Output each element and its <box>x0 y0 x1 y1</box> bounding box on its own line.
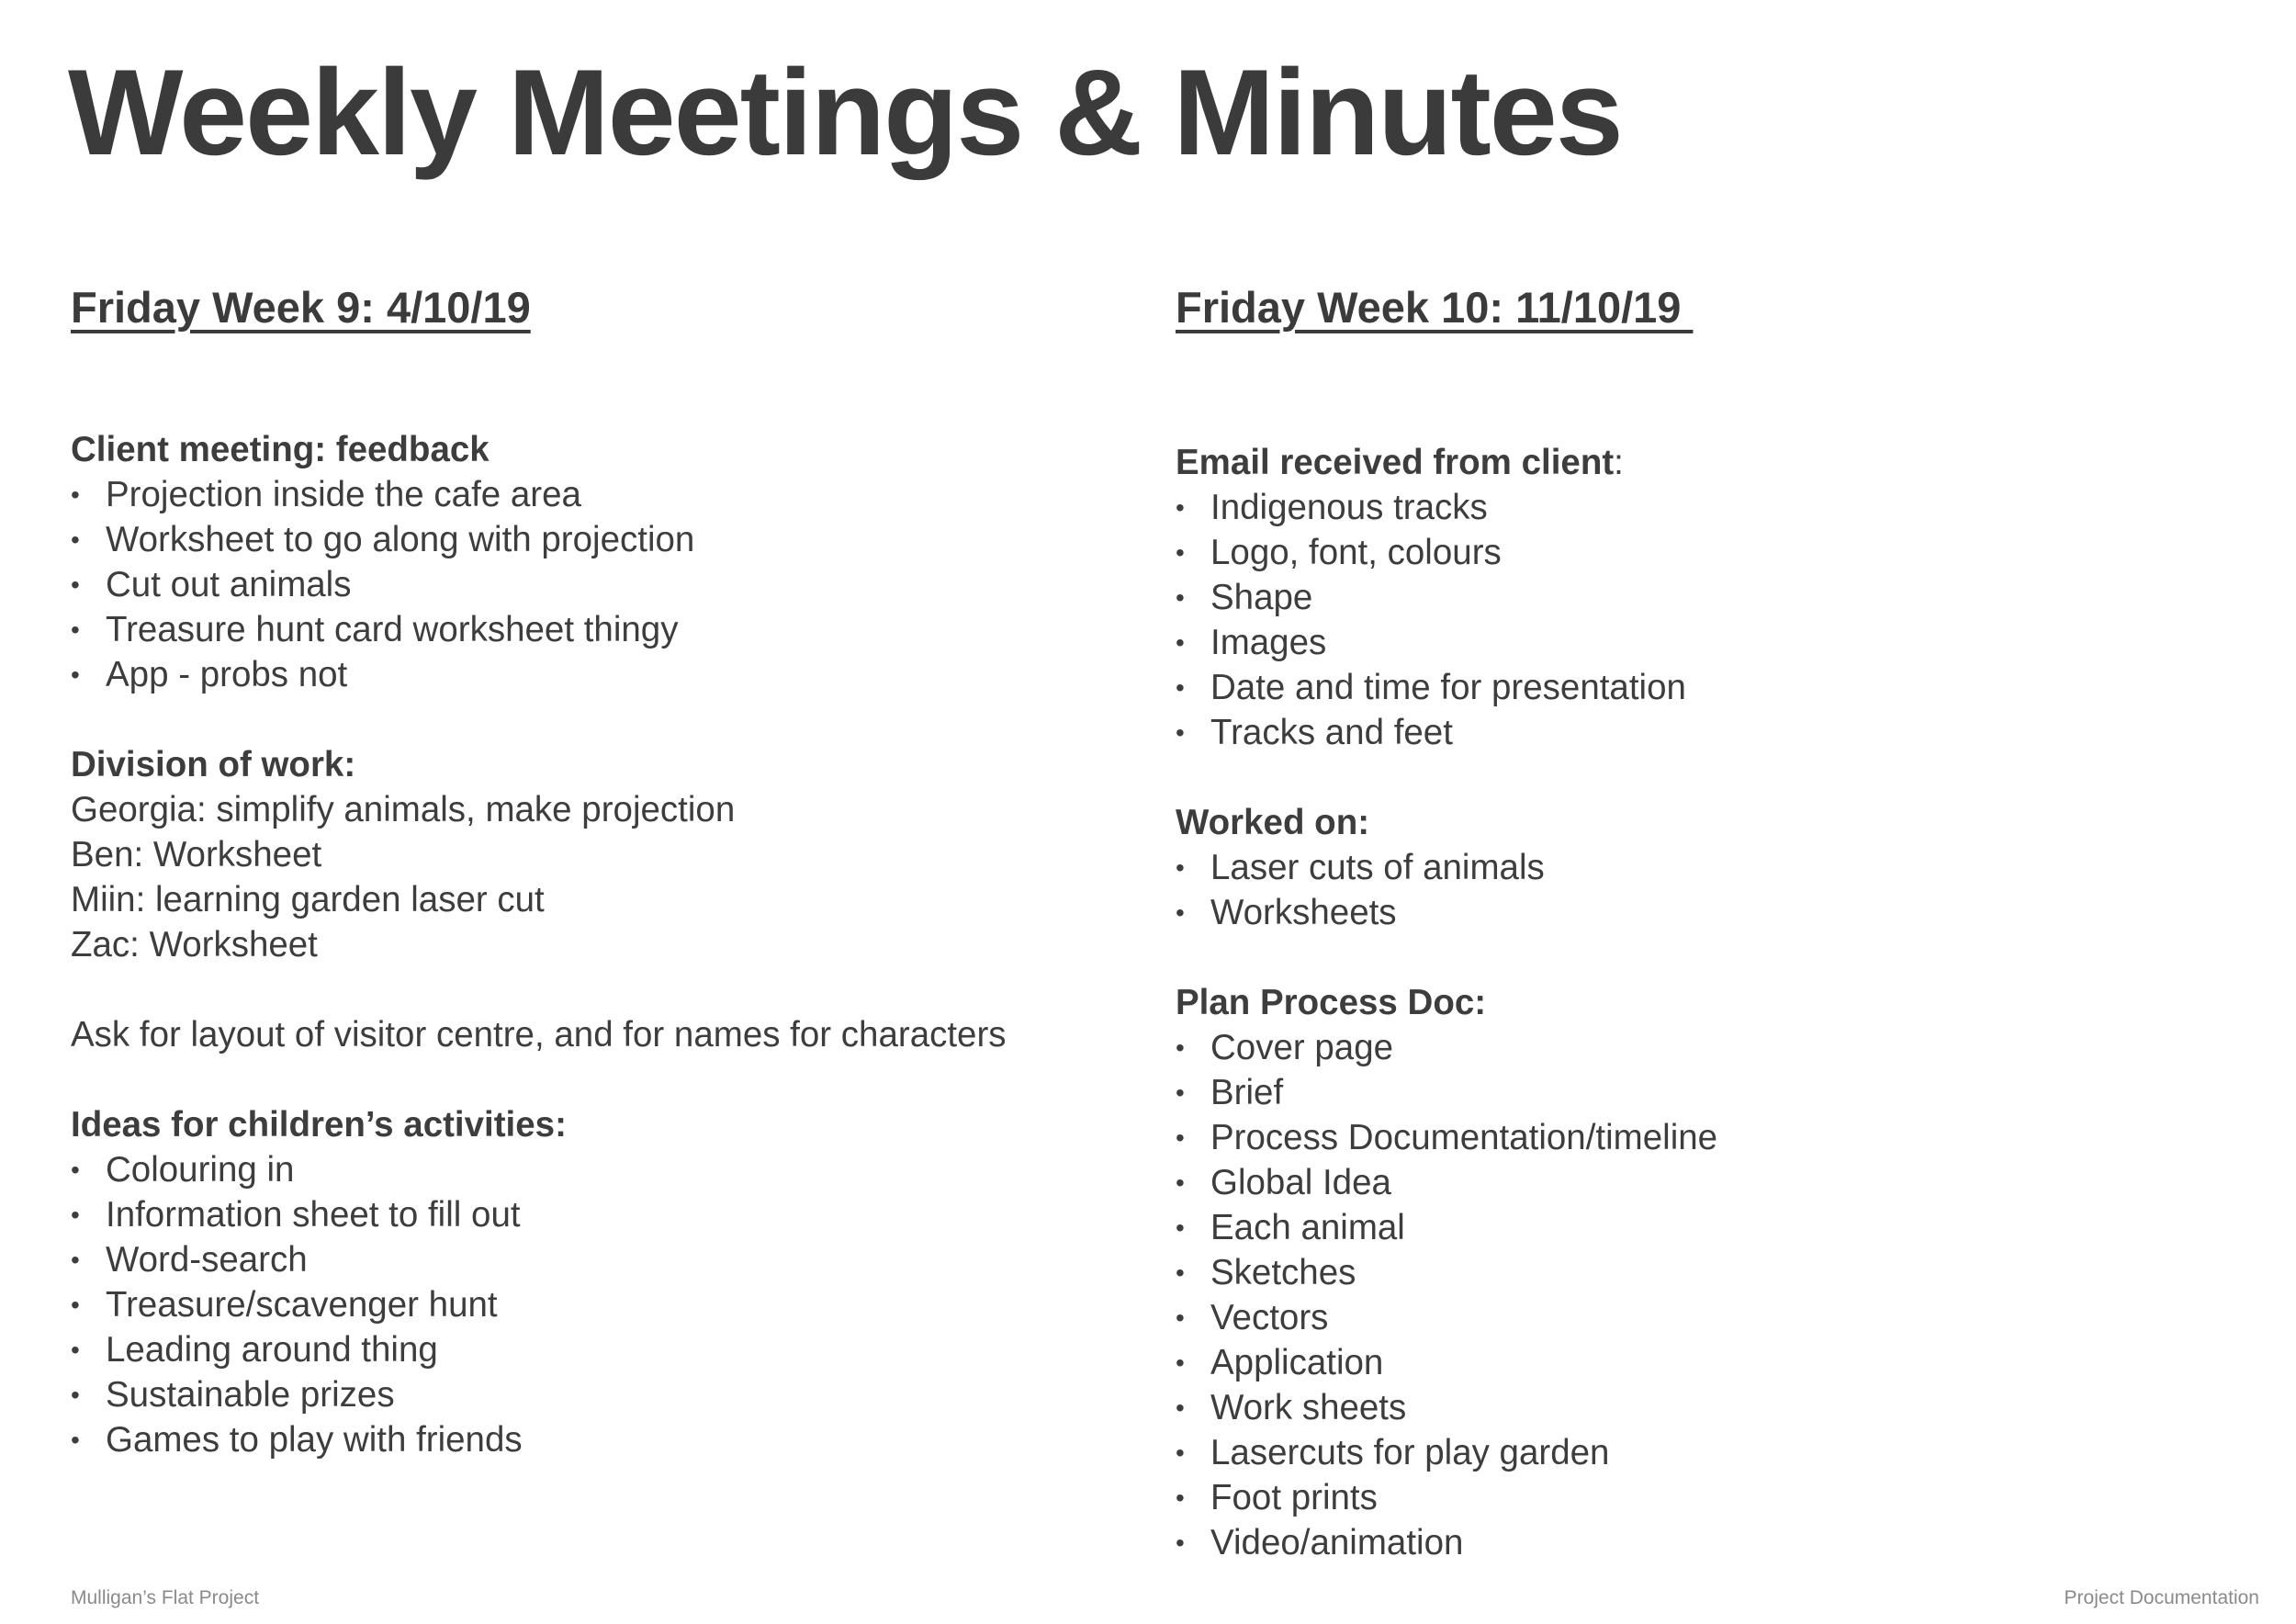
client-meeting-list <box>71 472 1127 697</box>
week9-column <box>71 280 1127 1507</box>
list-item: • Global Idea <box>1176 1160 2232 1205</box>
list-item: • Games to play with friends <box>71 1417 1127 1462</box>
list-item: • Cut out animals <box>71 562 1127 607</box>
list-item: • Images <box>1176 620 2232 665</box>
week10-content <box>1176 440 2232 1565</box>
list-item: • Leading around thing <box>71 1327 1127 1372</box>
list-item: • Colouring in <box>71 1147 1127 1192</box>
list-item: • Video/animation <box>1176 1520 2232 1565</box>
list-item: • Worksheets <box>1176 890 2232 935</box>
plan-title: Plan Process Doc: <box>1176 983 1487 1022</box>
email-list <box>1176 485 2232 755</box>
worked-on-title: Worked on: <box>1176 803 1370 842</box>
email-section <box>1176 440 2232 755</box>
list-item: • Shape <box>1176 575 2232 620</box>
list-item: • Treasure hunt card worksheet thingy <box>71 607 1127 652</box>
division-line: Zac: Worksheet <box>71 925 318 964</box>
client-meeting-title: Client meeting: feedback <box>71 430 490 469</box>
page-title: Weekly Meetings & Minutes <box>68 45 1622 181</box>
ideas-list <box>71 1147 1127 1462</box>
plan-section <box>1176 980 2232 1565</box>
list-item: • Information sheet to fill out <box>71 1192 1127 1237</box>
list-item: • Each animal <box>1176 1205 2232 1250</box>
list-item: • Application <box>1176 1340 2232 1385</box>
division-line: Miin: learning garden laser cut <box>71 880 545 919</box>
division-section <box>71 742 1127 967</box>
email-title-colon: : <box>1614 443 1624 482</box>
division-line: Georgia: simplify animals, make projection <box>71 790 736 829</box>
list-item: • Worksheet to go along with projection <box>71 517 1127 562</box>
list-item: • Foot prints <box>1176 1475 2232 1520</box>
week9-heading: Friday Week 9: 4/10/19 <box>71 283 531 332</box>
list-item: • Indigenous tracks <box>1176 485 2232 530</box>
list-item: • Vectors <box>1176 1295 2232 1340</box>
email-title: Email received from client <box>1176 443 1615 482</box>
list-item: • Sketches <box>1176 1250 2232 1295</box>
client-meeting-section <box>71 427 1127 697</box>
list-item: • App - probs not <box>71 652 1127 697</box>
list-item: • Work sheets <box>1176 1385 2232 1430</box>
footer-project-name: Mulligan’s Flat Project <box>71 1587 260 1608</box>
list-item: • Sustainable prizes <box>71 1372 1127 1417</box>
email-title-line <box>1176 440 2232 485</box>
list-item: • Logo, font, colours <box>1176 530 2232 575</box>
ask-note: Ask for layout of visitor centre, and for names for characters <box>71 1015 1007 1054</box>
week10-heading: Friday Week 10: 11/10/19 <box>1176 283 1694 332</box>
week9-content <box>71 427 1127 1462</box>
ask-section <box>71 1012 1127 1057</box>
list-item: • Laser cuts of animals <box>1176 845 2232 890</box>
ideas-section <box>71 1102 1127 1462</box>
list-item: • Cover page <box>1176 1025 2232 1070</box>
division-line: Ben: Worksheet <box>71 835 322 874</box>
list-item: • Projection inside the cafe area <box>71 472 1127 517</box>
plan-list <box>1176 1025 2232 1565</box>
ideas-title: Ideas for children’s activities: <box>71 1105 567 1145</box>
list-item: • Tracks and feet <box>1176 710 2232 755</box>
list-item: • Lasercuts for play garden <box>1176 1430 2232 1475</box>
week10-column <box>1176 280 2232 1610</box>
worked-on-list <box>1176 845 2232 935</box>
footer-doc-label: Project Documentation <box>2064 1587 2259 1608</box>
division-title: Division of work: <box>71 745 356 784</box>
list-item: • Date and time for presentation <box>1176 665 2232 710</box>
list-item: • Treasure/scavenger hunt <box>71 1282 1127 1327</box>
list-item: • Word-search <box>71 1237 1127 1282</box>
list-item: • Brief <box>1176 1070 2232 1115</box>
worked-on-section <box>1176 800 2232 935</box>
list-item: • Process Documentation/timeline <box>1176 1115 2232 1160</box>
